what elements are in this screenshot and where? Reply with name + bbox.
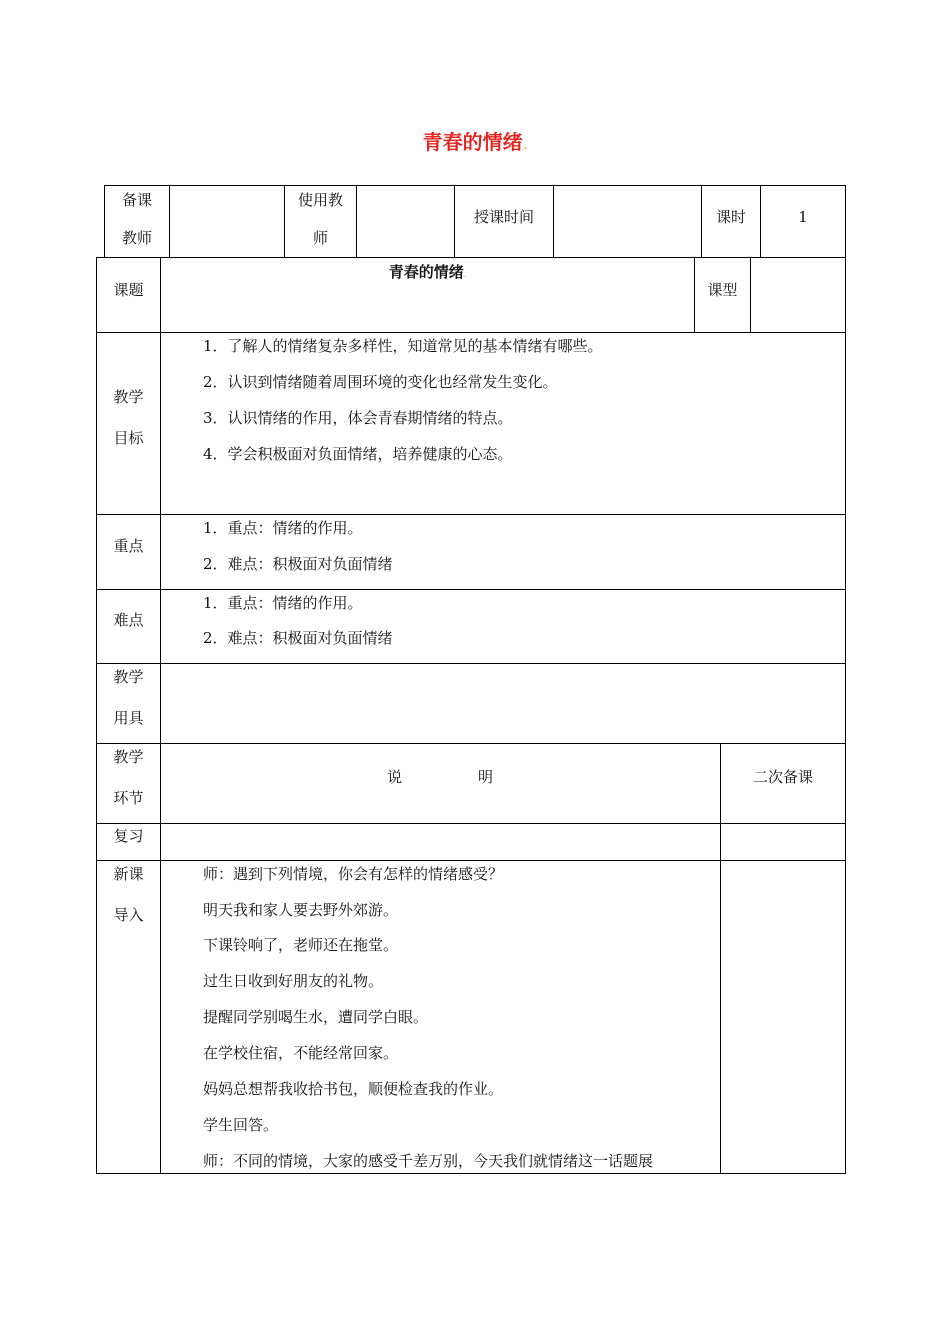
intro-line-1: 师：遇到下列情境，你会有怎样的情绪感受？ bbox=[203, 865, 504, 883]
use-teacher-label-1: 使用教 bbox=[297, 191, 343, 209]
period-value: 1 bbox=[798, 208, 808, 226]
intro-line-3: 下课铃响了，老师还在拖堂。 bbox=[203, 936, 399, 954]
goal-item-2: 2．认识到情绪随着周围环境的变化也经常发生变化。 bbox=[203, 373, 558, 391]
intro-label-2: 导入 bbox=[113, 906, 144, 924]
cell-review-second bbox=[720, 823, 846, 861]
goal-item-1: 1．了解人的情绪复杂多样性，知道常见的基本情绪有哪些。 bbox=[203, 337, 603, 355]
goal-item-4: 4．学会积极面对负面情绪，培养健康的心态。 bbox=[203, 445, 513, 463]
time-label: 授课时间 bbox=[473, 208, 534, 226]
intro-line-9: 师：不同的情境，大家的感受千差万别，今天我们就情绪这一话题展 bbox=[203, 1152, 654, 1170]
tools-label-2: 用具 bbox=[113, 709, 144, 727]
intro-line-8: 学生回答。 bbox=[203, 1116, 279, 1134]
cell-time-value bbox=[553, 185, 702, 258]
goals-label-1: 教学 bbox=[113, 388, 144, 406]
second-prep-label: 二次备课 bbox=[752, 768, 813, 786]
cell-stage-desc bbox=[160, 743, 721, 824]
stage-desc-1: 说 bbox=[387, 768, 403, 786]
teacher-label-2: 教师 bbox=[121, 229, 152, 247]
stage-desc-2: 明 bbox=[478, 768, 494, 786]
intro-line-6: 在学校住宿，不能经常回家。 bbox=[203, 1044, 399, 1062]
cell-intro-second bbox=[720, 860, 846, 1174]
topic-label: 课题 bbox=[113, 281, 144, 299]
cell-use-teacher-value bbox=[356, 185, 455, 258]
key-label: 重点 bbox=[113, 537, 144, 555]
topic-value: 青春的情绪 bbox=[388, 263, 464, 281]
cell-teacher-value bbox=[169, 185, 285, 258]
key-item-1: 1．重点：情绪的作用。 bbox=[203, 519, 363, 537]
cell-tools-content bbox=[160, 663, 846, 744]
intro-label-1: 新课 bbox=[113, 865, 144, 883]
intro-line-2: 明天我和家人要去野外郊游。 bbox=[203, 901, 399, 919]
stage-label-2: 环节 bbox=[113, 789, 144, 807]
goal-item-3: 3．认识情绪的作用，体会青春期情绪的特点。 bbox=[203, 409, 513, 427]
period-label: 课时 bbox=[715, 208, 746, 226]
cell-goals-label bbox=[96, 332, 161, 515]
difficult-item-1: 1．重点：情绪的作用。 bbox=[203, 594, 363, 612]
intro-line-7: 妈妈总想帮我收拾书包，顺便检查我的作业。 bbox=[203, 1080, 504, 1098]
type-label: 课型 bbox=[707, 281, 738, 299]
cell-type-value bbox=[750, 257, 846, 333]
intro-line-5: 提醒同学别喝生水，遭同学白眼。 bbox=[203, 1008, 429, 1026]
stage-label-1: 教学 bbox=[113, 748, 144, 766]
difficult-item-2: 2．难点：积极面对负面情绪 bbox=[203, 629, 393, 647]
teacher-label-1: 备课 bbox=[121, 191, 152, 209]
use-teacher-label-2: 师 bbox=[312, 229, 328, 247]
page-title: 青春的情绪. bbox=[422, 130, 528, 154]
intro-line-4: 过生日收到好朋友的礼物。 bbox=[203, 972, 384, 990]
difficult-label: 难点 bbox=[113, 611, 144, 629]
cell-review-content bbox=[160, 823, 721, 861]
tools-label-1: 教学 bbox=[113, 668, 144, 686]
review-label: 复习 bbox=[113, 827, 144, 845]
key-item-2: 2．难点：积极面对负面情绪 bbox=[203, 555, 393, 573]
goals-label-2: 目标 bbox=[113, 429, 144, 447]
